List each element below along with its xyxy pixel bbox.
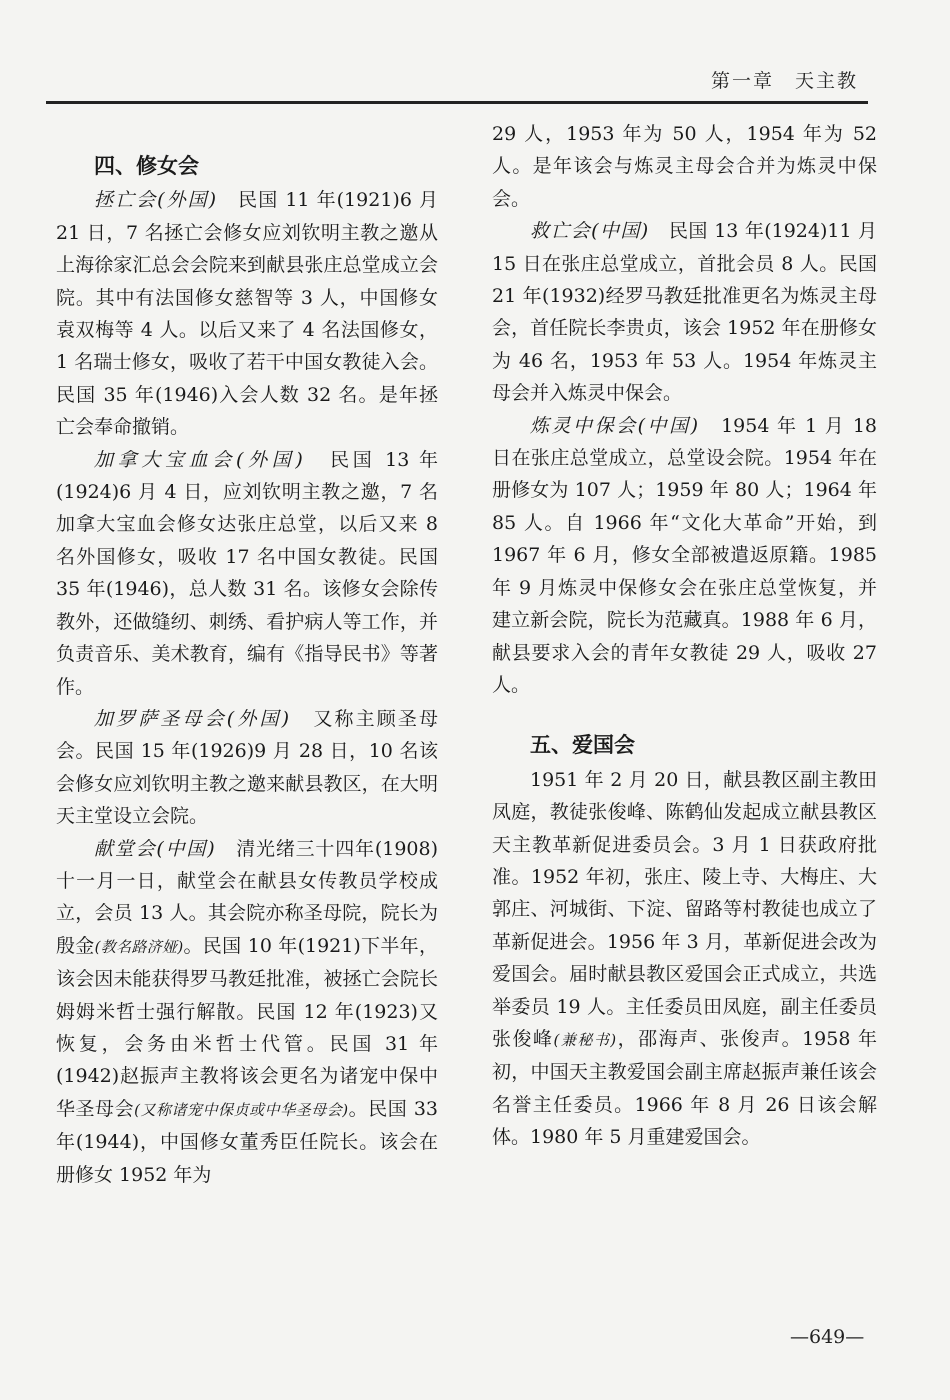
paragraph-continuation: 29 人，1953 年为 50 人，1954 年为 52 人。是年该会与炼灵主母会合并为炼灵中保会。 (492, 123, 877, 210)
paragraph-patriotic-association (492, 764, 877, 1154)
paragraph-text: 民国 13 年(1924)6 月 4 日，应刘钦明主教之邀，7 名加拿大宝血会修女达张庄总堂，以后又来 8 名外国修女，吸收 17 名中国女教徒。民国 35 年(1946)，总人数 31 名。该修女会除传教外，还做缝纫、刺绣、看护病人等工作，并负责音乐、美术教育，编有《指导民书》等著作。 (56, 448, 438, 698)
page-number: —649— (790, 1326, 865, 1348)
paragraph-text: ，邵海声、张俊声。1958 年初，中国天主教爱国会副主席赵振声兼任该会名誉主任委员。1966 年 8 月 26 日该会解体。1980 年 5 月重建爱国会。 (492, 1027, 877, 1149)
paragraph-xiantang (56, 833, 438, 1191)
paragraph-text: 清光绪三十四年(1908)十一月一日，献堂会在献县女传教员学校成立，会员 13 人。其会院亦称圣母院，院长为殷金 (56, 837, 438, 957)
term-label: 加罗萨圣母会(外国) (94, 707, 291, 730)
section-heading-nuns: 四、修女会 (94, 154, 199, 178)
inline-note: (又称诸宠中保贞或中华圣母会) (134, 1100, 349, 1119)
paragraph-text: 又称主顾圣母会。民国 15 年(1926)9 月 28 日，10 名该会修女应刘钦明主教之邀来献县教区，在大明天主堂设立会院。 (56, 707, 438, 828)
paragraph-text: 1951 年 2 月 20 日，献县教区副主教田凤庭，教徒张俊峰、陈鹤仙发起成立献县教区天主教革新促进委员会。3 月 1 日获政府批准。1952 年初，张庄、陵上寺、大梅庄、大郭庄、河城街、下淀、留路等村教徒也成立了革新促进会。1956 年 3 月，革新促进会改为爱国会。届时献县教区爱国会正式成立，共选举委员 19 人。主任委员田凤庭，副主任委员张俊峰 (492, 768, 877, 1050)
paragraph-jiuwang (492, 215, 877, 409)
paragraph-text: 民国 13 年(1924)11 月 15 日在张庄总堂成立，首批会员 8 人。民国 21 年(1932)经罗马教廷批准更名为炼灵主母会，首任院长李贵贞，该会 1952 年在册修女为 46 名，1953 年 53 人。1954 年炼灵主母会并入炼灵中保会。 (492, 220, 878, 405)
term-label: 救亡会(中国) (530, 220, 650, 243)
right-column (492, 118, 877, 1154)
left-column (56, 118, 438, 1191)
paragraph-jialuosa (56, 703, 438, 833)
paragraph-precious-blood (56, 444, 438, 703)
paragraph-lianling (492, 410, 877, 702)
term-label: 炼灵中保会(中国) (530, 414, 700, 437)
term-label: 拯亡会(外国) (94, 189, 218, 212)
header-rule (46, 101, 868, 104)
paragraph-text: 1954 年 1 月 18 日在张庄总堂成立，总堂设会院。1954 年在册修女为 107 人；1959 年 80 人；1964 年 85 人。自 1966 年“文化大革命”开始，到 1967 年 6 月，修女全部被遣返原籍。1985 年 9 月炼灵中保修女会在张庄总堂恢复，并建立新会院，院长为范藏真。1988 年 6 月，献县要求入会的青年女教徒 29 人，吸收 27 人。 (492, 414, 878, 696)
paragraph-zhengwang (56, 184, 438, 443)
section-heading-patriotic: 五、爱国会 (530, 733, 635, 758)
term-label: 献堂会(中国) (94, 837, 216, 860)
inline-note: (教名路济娅) (94, 937, 184, 956)
inline-note: (兼秘书) (553, 1030, 617, 1049)
paragraph-text: 。民国 10 年(1921)下半年，该会因未能获得罗马教廷批准，被拯亡会院长姆姆米哲士强行解散。民国 12 年(1923)又恢复，会务由米哲士代管。民国 31 年(1942)赵振声主教将该会更名为诸宠中保中华圣母会 (56, 934, 438, 1120)
term-label: 加拿大宝血会(外国) (94, 448, 304, 471)
paragraph-text: 民国 11 年(1921)6 月 21 日，7 名拯亡会修女应刘钦明主教之邀从上海徐家汇总会会院来到献县张庄总堂成立会院。其中有法国修女慈智等 3 人，中国修女袁双梅等 4 人。以后又来了 4 名法国修女，1 名瑞士修女，吸收了若干中国女教徒入会。民国 35 年(1946)入会人数 32 名。是年拯亡会奉命撤销。 (56, 189, 438, 439)
running-head: 第一章 天主教 (710, 70, 858, 92)
paragraph-text: 。民国 33 年(1944)，中国修女董秀臣任院长。该会在册修女 1952 年为 (56, 1097, 438, 1186)
